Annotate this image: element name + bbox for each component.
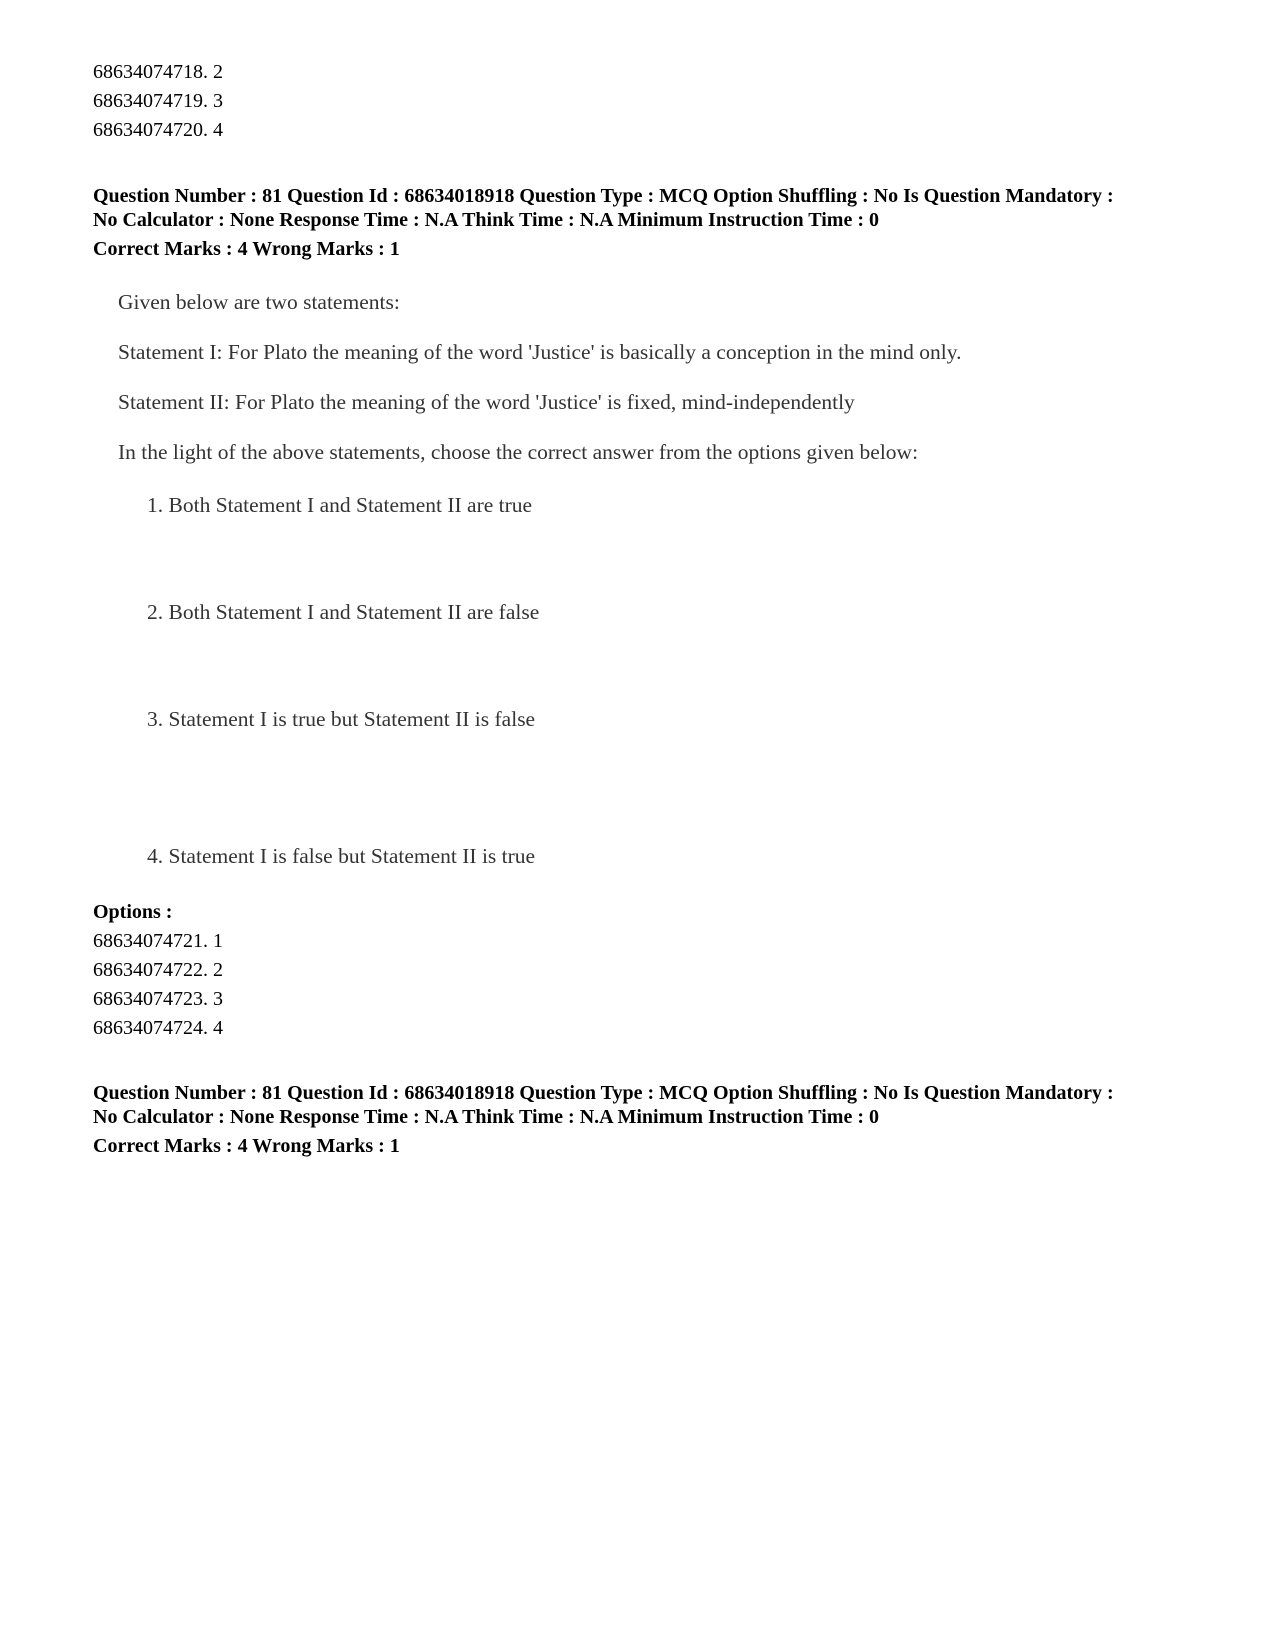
option-line: 68634074720. 4 [93,119,223,141]
option-line: 68634074722. 2 [93,959,223,981]
question-instruction: In the light of the above statements, choose the correct answer from the options given below: [118,440,919,464]
option-line: 68634074718. 2 [93,61,223,83]
answer-choice: 1. Both Statement I and Statement II are true [147,493,533,517]
option-line: 68634074721. 1 [93,930,223,952]
answer-choice: 4. Statement I is false but Statement II is true [147,844,536,868]
question-header-line-1: Question Number : 81 Question Id : 68634018918 Question Type : MCQ Option Shuffling : No Is Question Mandatory : [93,1082,1114,1104]
answer-choice: 3. Statement I is true but Statement II is false [147,707,536,731]
options-label: Options : [93,901,173,923]
statement-1: Statement I: For Plato the meaning of the word 'Justice' is basically a conception in the mind only. [118,340,962,364]
question-intro: Given below are two statements: [118,290,400,314]
question-header-line-2: No Calculator : None Response Time : N.A Think Time : N.A Minimum Instruction Time : 0 [93,209,879,231]
question-header-line-1: Question Number : 81 Question Id : 68634018918 Question Type : MCQ Option Shuffling : No Is Question Mandatory : [93,185,1114,207]
question-marks-line: Correct Marks : 4 Wrong Marks : 1 [93,238,400,260]
option-line: 68634074719. 3 [93,90,223,112]
statement-2: Statement II: For Plato the meaning of the word 'Justice' is fixed, mind-independently [118,390,855,414]
answer-choice: 2. Both Statement I and Statement II are false [147,600,540,624]
question-header-line-2: No Calculator : None Response Time : N.A Think Time : N.A Minimum Instruction Time : 0 [93,1106,879,1128]
question-marks-line: Correct Marks : 4 Wrong Marks : 1 [93,1135,400,1157]
option-line: 68634074723. 3 [93,988,223,1010]
option-line: 68634074724. 4 [93,1017,223,1039]
